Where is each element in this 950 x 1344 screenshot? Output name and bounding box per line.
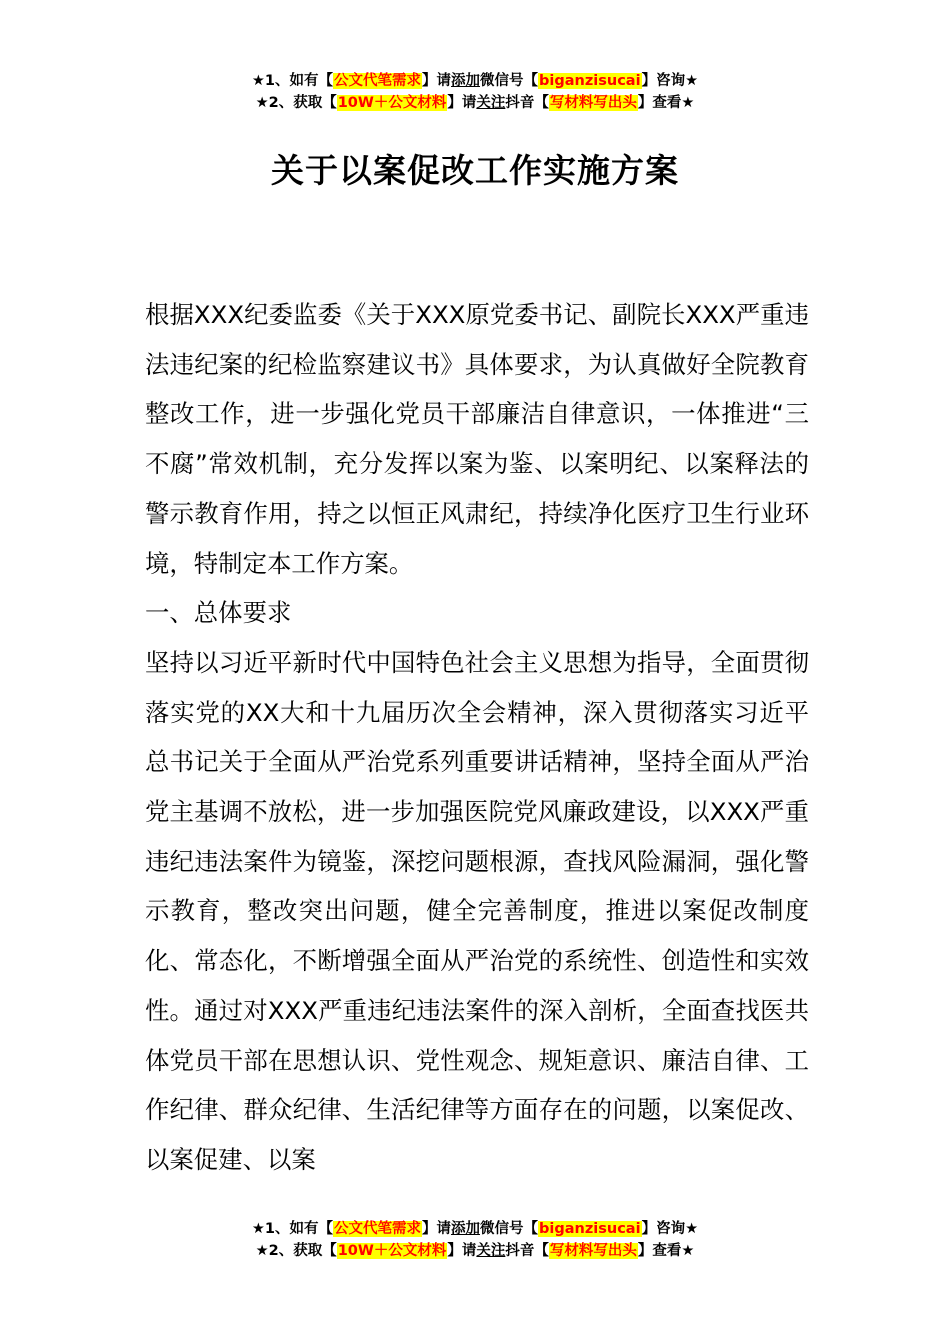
star-icon: ★: [685, 73, 699, 89]
promo-line-2: [0, 92, 950, 114]
promo-text: 抖音【: [505, 1243, 549, 1259]
promo-text: 1、如有【: [264, 73, 334, 89]
promo-highlight: 10W＋公文材料: [337, 1243, 447, 1259]
promo-underlined: 添加: [451, 1221, 481, 1237]
promo-text: 】请: [447, 95, 477, 111]
promo-text: 】请: [422, 73, 452, 89]
promo-underlined: 添加: [451, 73, 481, 89]
promo-line-1: [0, 1218, 950, 1240]
promo-line-2: [0, 1240, 950, 1262]
promo-highlight-douyin: 写材料写出头: [549, 95, 637, 111]
star-icon: ★: [681, 1243, 695, 1259]
star-icon: ★: [255, 1243, 269, 1259]
document-title: 关于以案促改工作实施方案: [271, 151, 679, 190]
paragraph-intro: 根据XXX纪委监委《关于XXX原党委书记、副院长XXX严重违法违纪案的纪检监察建议书》具体要求，为认真做好全院教育整改工作，进一步强化党员干部廉洁自律意识，一体推进“三不腐”常效机制，充分发挥以案为鉴、以案明纪、以案释法的警示教育作用，持之以恒正风肃纪，持续净化医疗卫生行业环境，特制定本工作方案。: [145, 300, 809, 578]
promo-underlined: 关注: [476, 95, 506, 111]
promo-highlight: 10W＋公文材料: [337, 95, 447, 111]
paragraph-general-requirements: 坚持以习近平新时代中国特色社会主义思想为指导，全面贯彻落实党的XX大和十九届历次全会精神，深入贯彻落实习近平总书记关于全面从严治党系列重要讲话精神，坚持全面从严治党主基调不放松，进一步加强医院党风廉政建设，以XXX严重违纪违法案件为镜鉴，深挖问题根源，查找风险漏洞，强化警示教育，整改突出问题，健全完善制度，推进以案促改制度化、常态化，不断增强全面从严治党的系统性、创造性和实效性。通过对XXX严重违纪违法案件的深入剖析，全面查找医共体党员干部在思想认识、党性观念、规矩意识、廉洁自律、工作纪律、群众纪律、生活纪律等方面存在的问题，以案促改、以案促建、以案: [145, 647, 809, 1174]
promo-text: 】请: [422, 1221, 452, 1237]
promo-text: 】查看: [637, 95, 682, 111]
promo-text: 】请: [447, 1243, 477, 1259]
promo-text: 】咨询: [641, 1221, 686, 1237]
star-icon: ★: [685, 1221, 699, 1237]
promo-text: 2、获取【: [268, 1243, 337, 1259]
promo-footer: [0, 1218, 950, 1262]
promo-line-1: [0, 70, 950, 92]
star-icon: ★: [251, 1221, 265, 1237]
section-heading: 一、总体要求: [145, 598, 292, 628]
star-icon: ★: [681, 95, 695, 111]
promo-text: 】查看: [637, 1243, 682, 1259]
promo-text: 】咨询: [641, 73, 686, 89]
promo-highlight-wechat-id: biganzisucai: [539, 1221, 641, 1237]
promo-text: 2、获取【: [268, 95, 337, 111]
promo-text: 抖音【: [505, 95, 549, 111]
star-icon: ★: [255, 95, 269, 111]
star-icon: ★: [251, 73, 265, 89]
promo-highlight: 公文代笔需求: [334, 73, 422, 89]
promo-text: 微信号【: [480, 1221, 539, 1237]
promo-text: 1、如有【: [264, 1221, 334, 1237]
promo-highlight-wechat-id: biganzisucai: [539, 73, 641, 89]
promo-header: [0, 70, 950, 114]
promo-text: 微信号【: [480, 73, 539, 89]
promo-highlight: 公文代笔需求: [334, 1221, 422, 1237]
promo-highlight-douyin: 写材料写出头: [549, 1243, 637, 1259]
promo-underlined: 关注: [476, 1243, 506, 1259]
document-body: [145, 290, 809, 1185]
